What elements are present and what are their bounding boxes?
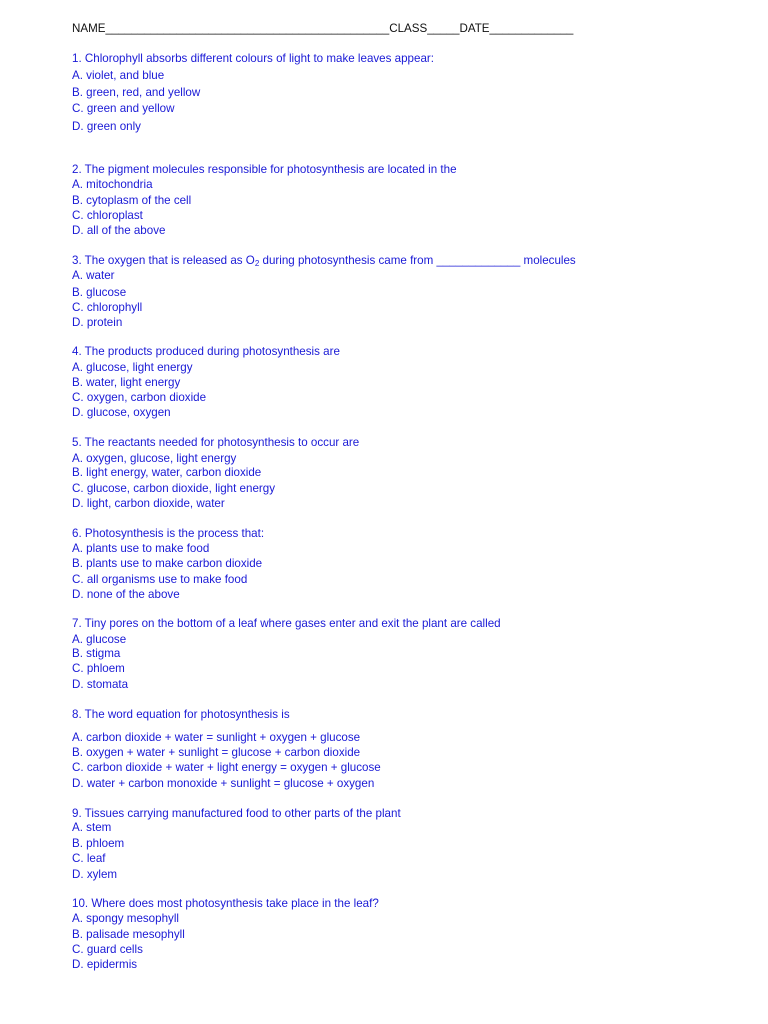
question-3-option-a: A. water [72, 269, 115, 282]
question-5-option-d: D. light, carbon dioxide, water [72, 497, 225, 510]
question-9-prompt: 9. Tissues carrying manufactured food to other parts of the plant [72, 807, 401, 820]
header-line [72, 22, 573, 36]
question-6-prompt: 6. Photosynthesis is the process that: [72, 527, 265, 540]
question-4-option-a: A. glucose, light energy [72, 361, 193, 374]
question-5-option-a: A. oxygen, glucose, light energy [72, 452, 237, 465]
question-4-option-d: D. glucose, oxygen [72, 406, 171, 419]
question-3-prompt [72, 254, 576, 268]
question-2-option-c: C. chloroplast [72, 209, 143, 222]
question-5-option-c: C. glucose, carbon dioxide, light energy [72, 482, 276, 495]
question-10-option-c: C. guard cells [72, 943, 143, 956]
question-1-prompt: 1. Chlorophyll absorbs different colours of light to make leaves appear: [72, 52, 434, 65]
question-3-prompt-after: during photosynthesis came from _____________ molecules [259, 254, 576, 267]
question-10-option-b: B. palisade mesophyll [72, 928, 185, 941]
question-6-option-d: D. none of the above [72, 588, 180, 601]
question-2-prompt: 2. The pigment molecules responsible for photosynthesis are located in the [72, 163, 457, 176]
question-1-option-a: A. violet, and blue [72, 69, 165, 82]
question-2-option-a: A. mitochondria [72, 178, 153, 191]
question-7-option-b: B. stigma [72, 647, 121, 660]
question-10-prompt: 10. Where does most photosynthesis take place in the leaf? [72, 897, 379, 910]
question-5-prompt: 5. The reactants needed for photosynthesis to occur are [72, 436, 360, 449]
name-field-label: NAME____________________________________________ [72, 22, 390, 35]
question-1-option-b: B. green, red, and yellow [72, 86, 201, 99]
date-field-label: DATE_____________ [459, 22, 574, 35]
question-9-option-b: B. phloem [72, 837, 125, 850]
question-10-option-d: D. epidermis [72, 958, 138, 971]
question-4-option-b: B. water, light energy [72, 376, 181, 389]
question-8-option-b: B. oxygen + water + sunlight = glucose + carbon dioxide [72, 746, 361, 759]
question-3-prompt-before: 3. The oxygen that is released as O [72, 254, 255, 267]
question-6-option-b: B. plants use to make carbon dioxide [72, 557, 263, 570]
question-4-option-c: C. oxygen, carbon dioxide [72, 391, 207, 404]
question-6-option-a: A. plants use to make food [72, 542, 210, 555]
question-5-option-b: B. light energy, water, carbon dioxide [72, 466, 262, 479]
question-3-option-c: C. chlorophyll [72, 301, 143, 314]
question-7-option-a: A. glucose [72, 633, 127, 646]
question-7-prompt: 7. Tiny pores on the bottom of a leaf where gases enter and exit the plant are called [72, 617, 501, 630]
question-1-option-d: D. green only [72, 120, 141, 133]
question-9-option-d: D. xylem [72, 868, 118, 881]
question-3-prompt-subscript: 2 [254, 259, 260, 268]
question-6-option-c: C. all organisms use to make food [72, 573, 248, 586]
question-4-prompt: 4. The products produced during photosynthesis are [72, 345, 340, 358]
question-9-option-a: A. stem [72, 821, 112, 834]
question-2-option-b: B. cytoplasm of the cell [72, 194, 192, 207]
question-8-option-c: C. carbon dioxide + water + light energy = oxygen + glucose [72, 761, 381, 774]
question-1-option-c: C. green and yellow [72, 102, 175, 115]
question-8-prompt: 8. The word equation for photosynthesis is [72, 708, 290, 721]
question-8-option-a: A. carbon dioxide + water = sunlight + oxygen + glucose [72, 731, 361, 744]
question-8-option-d: D. water + carbon monoxide + sunlight = glucose + oxygen [72, 777, 375, 790]
question-7-option-c: C. phloem [72, 662, 125, 675]
question-10-option-a: A. spongy mesophyll [72, 912, 179, 925]
question-2-option-d: D. all of the above [72, 224, 166, 237]
question-9-option-c: C. leaf [72, 852, 106, 865]
question-3-option-d: D. protein [72, 316, 123, 329]
question-3-option-b: B. glucose [72, 286, 127, 299]
class-field-label: CLASS_____ [389, 22, 460, 35]
question-7-option-d: D. stomata [72, 678, 129, 691]
